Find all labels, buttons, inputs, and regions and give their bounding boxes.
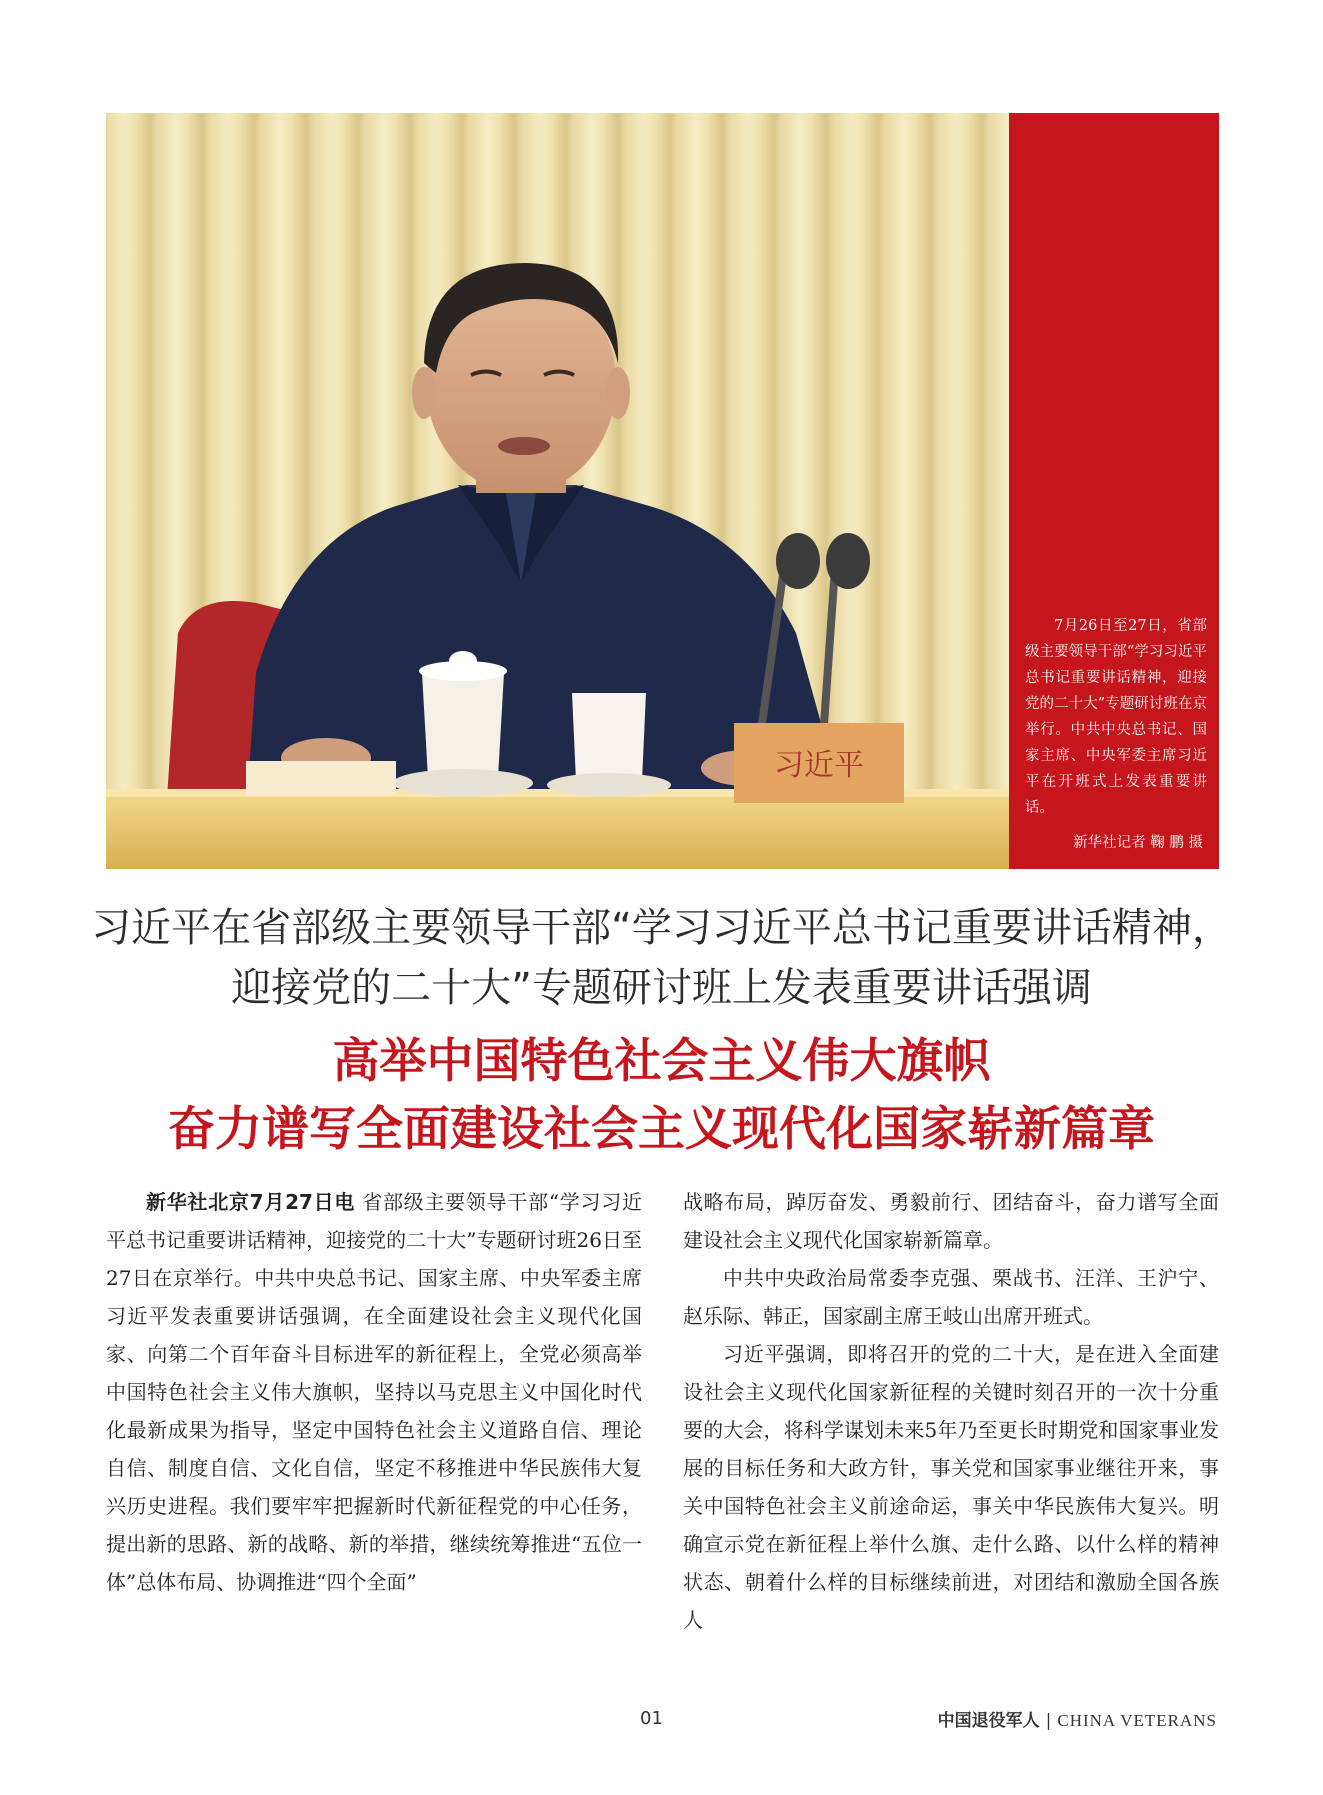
article-column-right — [683, 1183, 1219, 1639]
dateline: 新华社北京7月27日电 — [146, 1190, 356, 1214]
article-paragraph — [106, 1183, 642, 1601]
cover-photo — [106, 113, 1009, 869]
nameplate-text: 习近平 — [774, 748, 864, 783]
article-paragraph: 中共中央政治局常委李克强、栗战书、汪洋、王沪宁、赵乐际、韩正，国家副主席王岐山出席开班式。 — [683, 1266, 1219, 1328]
main-title-line-1: 高举中国特色社会主义伟大旗帜 — [332, 1034, 991, 1089]
page-number: 01 — [640, 1708, 663, 1729]
magazine-name-en: CHINA VETERANS — [1057, 1711, 1217, 1730]
photo-credit: 新华社记者 鞠 鹏 摄 — [1073, 835, 1203, 851]
caption-panel — [1009, 113, 1219, 869]
magazine-name — [938, 1706, 1217, 1731]
pre-title-line-2: 迎接党的二十大”专题研讨班上发表重要讲话强调 — [231, 965, 1092, 1011]
article-paragraph: 战略布局，踔厉奋发、勇毅前行、团结奋斗，奋力谱写全面建设社会主义现代化国家崭新篇章。 — [683, 1190, 1219, 1252]
pre-title-line-1: 习近平在省部级主要领导干部“学习习近平总书记重要讲话精神， — [91, 905, 1232, 951]
article-column-left — [106, 1183, 642, 1601]
article-paragraph: 习近平强调，即将召开的党的二十大，是在进入全面建设社会主义现代化国家新征程的关键时刻召开的一次十分重要的大会，将科学谋划未来5年乃至更长时期党和国家事业发展的目标任务和大政方针，事关党和国家事业继往开来，事关中国特色社会主义前途命运，事关中华民族伟大复兴。明确宣示党在新征程上举什么旗、走什么路、以什么样的精神状态、朝着什么样的目标继续前进，对团结和激励全国各族人 — [683, 1342, 1219, 1632]
footer-separator: | — [1045, 1711, 1052, 1731]
hero-section — [106, 113, 1219, 869]
paragraph-1-text: 省部级主要领导干部“学习习近平总书记重要讲话精神，迎接党的二十大”专题研讨班26日至27日在京举行。中共中央总书记、国家主席、中央军委主席习近平发表重要讲话强调，在全面建设社会主义现代化国家、向第二个百年奋斗目标进军的新征程上，全党必须高举中国特色社会主义伟大旗帜，坚持以马克思主义中国化时代化最新成果为指导，坚定中国特色社会主义道路自信、理论自信、制度自信、文化自信，坚定不移推进中华民族伟大复兴历史进程。我们要牢牢把握新时代新征程党的中心任务，提出新的思路、新的战略、新的举措，继续统筹推进“五位一体”总体布局、协调推进“四个全面” — [106, 1190, 642, 1594]
photo-illustration — [106, 113, 1009, 869]
main-title-line-2: 奋力谱写全面建设社会主义现代化国家崭新篇章 — [168, 1102, 1155, 1157]
photo-caption: 7月26日至27日，省部级主要领导干部“学习习近平总书记重要讲话精神，迎接党的二十大”专题研讨班在京举行。中共中央总书记、国家主席、中央军委主席习近平在开班式上发表重要讲话。 — [1025, 618, 1207, 816]
magazine-name-cn: 中国退役军人 — [937, 1711, 1040, 1731]
